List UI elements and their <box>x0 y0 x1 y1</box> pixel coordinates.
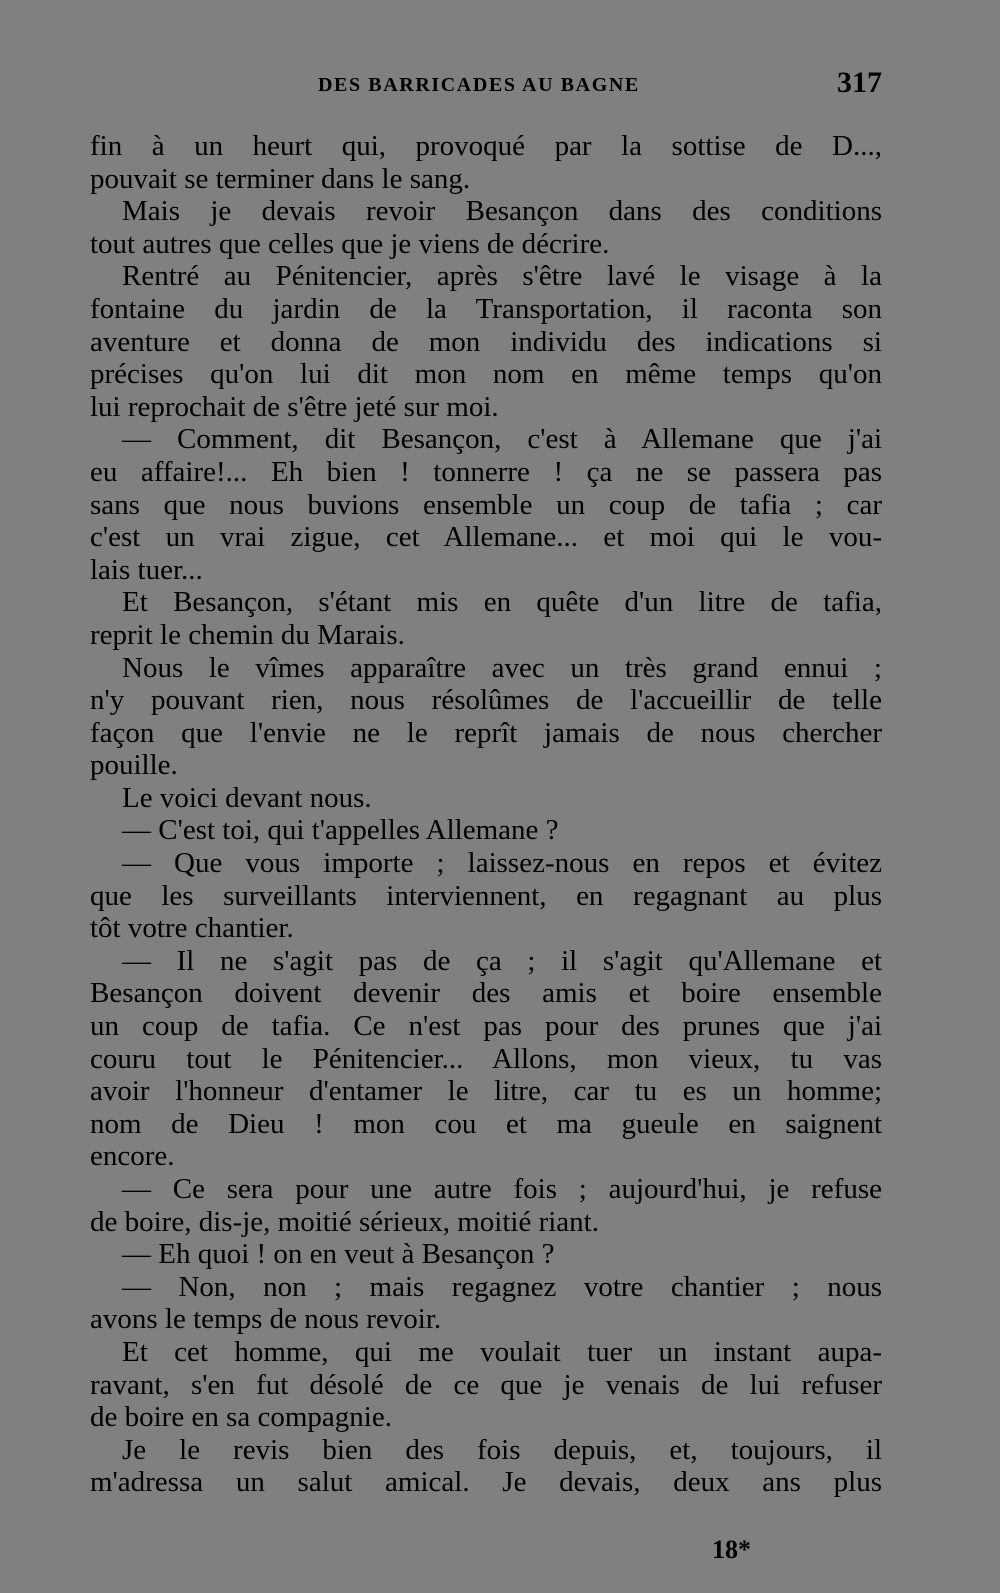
text-line: m'adressa un salut amical. Je devais, deux ans plus <box>90 1466 882 1499</box>
text-line: n'y pouvant rien, nous résolûmes de l'accueillir de telle <box>90 684 882 717</box>
text-line: fin à un heurt qui, provoqué par la sottise de D..., <box>90 130 882 162</box>
text-line: de boire, dis-je, moitié sérieux, moitié riant. <box>90 1205 599 1238</box>
text-line: — Que vous importe ; laissez-nous en repos et évitez <box>122 847 882 880</box>
text-line: pouille. <box>90 749 178 782</box>
text-line: Besançon doivent devenir des amis et boire ensemble <box>90 977 882 1010</box>
text-line: fontaine du jardin de la Transportation, il raconta son <box>90 292 882 325</box>
text-line: sans que nous buvions ensemble un coup de tafia ; car <box>90 488 882 521</box>
text-line: façon que l'envie ne le reprît jamais de nous chercher <box>90 716 882 749</box>
text-line: Et Besançon, s'étant mis en quête d'un litre de tafia, <box>122 586 882 619</box>
text-line: avoir l'honneur d'entamer le litre, car tu es un homme; <box>90 1075 882 1108</box>
text-line: pouvait se terminer dans le sang. <box>90 162 471 195</box>
text-line: avons le temps de nous revoir. <box>90 1303 442 1336</box>
text-line: tout autres que celles que je viens de décrire. <box>90 227 610 260</box>
text-line: nom de Dieu ! mon cou et ma gueule en saignent <box>90 1107 882 1140</box>
text-line: Nous le vîmes apparaître avec un très grand ennui ; <box>122 651 882 684</box>
text-line: — Il ne s'agit pas de ça ; il s'agit qu'Allemane et <box>122 944 882 977</box>
text-line: de boire en sa compagnie. <box>90 1401 392 1434</box>
text-line: Rentré au Pénitencier, après s'être lavé le visage à la <box>122 260 882 293</box>
text-line: lais tuer... <box>90 553 203 586</box>
text-line: Et cet homme, qui me voulait tuer un instant aupa- <box>122 1335 882 1368</box>
text-line: eu affaire!... Eh bien ! tonnerre ! ça ne se passera pas <box>90 455 882 488</box>
text-line: — Eh quoi ! on en veut à Besançon ? <box>122 1238 555 1271</box>
text-line: encore. <box>90 1140 175 1173</box>
text-line: Je le revis bien des fois depuis, et, toujours, il <box>122 1433 882 1466</box>
text-line: aventure et donna de mon individu des indications si <box>90 325 882 358</box>
text-line: couru tout le Pénitencier... Allons, mon vieux, tu vas <box>90 1042 882 1075</box>
body-text <box>90 130 882 1499</box>
signature-mark: 18* <box>712 1535 751 1564</box>
running-title: DES BARRICADES AU BAGNE <box>318 74 640 96</box>
text-line: précises qu'on lui dit mon nom en même temps qu'on <box>90 358 882 391</box>
text-line: — Comment, dit Besançon, c'est à Allemane que j'ai <box>122 423 882 456</box>
text-line: — Non, non ; mais regagnez votre chantier ; nous <box>122 1270 882 1303</box>
text-line: tôt votre chantier. <box>90 912 294 945</box>
text-line: c'est un vrai zigue, cet Allemane... et moi qui le vou- <box>90 521 882 554</box>
text-line: Mais je devais revoir Besançon dans des conditions <box>122 195 882 228</box>
text-line: Le voici devant nous. <box>122 781 372 814</box>
text-line: reprit le chemin du Marais. <box>90 618 405 651</box>
text-line: ravant, s'en fut désolé de ce que je venais de lui refuser <box>90 1368 882 1401</box>
page-number: 317 <box>837 66 882 99</box>
text-line: que les surveillants interviennent, en regagnant au plus <box>90 879 882 912</box>
text-line: — Ce sera pour une autre fois ; aujourd'hui, je refuse <box>122 1173 882 1205</box>
page-header <box>90 66 882 106</box>
text-line: un coup de tafia. Ce n'est pas pour des prunes que j'ai <box>90 1010 882 1043</box>
text-line: — C'est toi, qui t'appelles Allemane ? <box>122 814 559 847</box>
text-line: lui reprochait de s'être jeté sur moi. <box>90 390 499 423</box>
